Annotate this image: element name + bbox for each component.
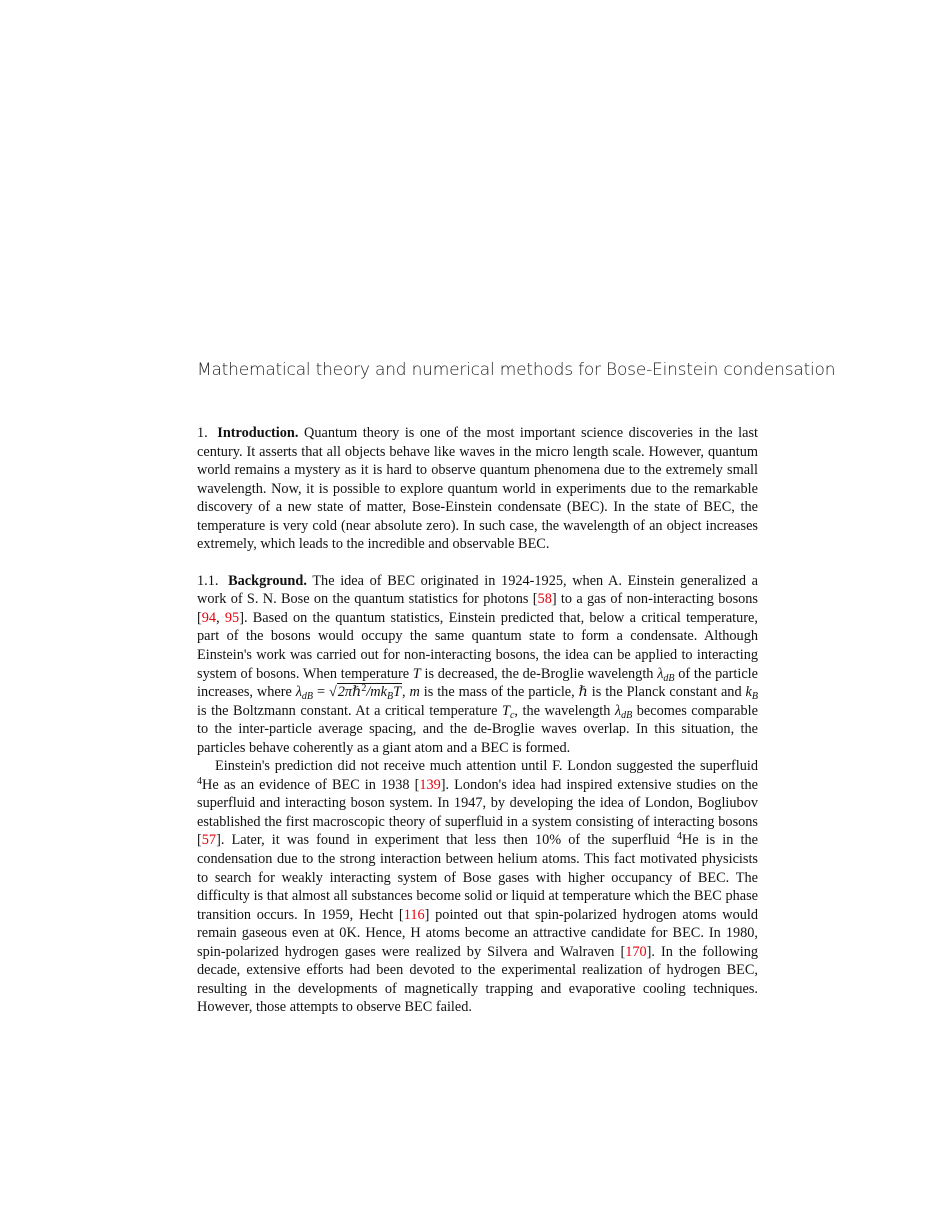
text-run: is the mass of the particle,: [419, 684, 579, 701]
math-run: T: [393, 684, 402, 701]
text-run: as an evidence of BEC in 1938 [: [218, 776, 420, 793]
math-run: /mk: [366, 684, 387, 701]
citation-link[interactable]: 139: [419, 776, 441, 793]
intro-text: Quantum theory is one of the most important science discoveries in the last century. It asserts that all objects behave like waves in the micro length scale. However, quantum world remains a mystery as it is hard to observe quantum phenomena due to the extremely small wavelength. Now, it is possible to explore quantum world in experiments due to the remarkable discovery of a new state of matter, Bose-Einstein condensate (BEC). In the state of BEC, the temperature is very cold (near absolute zero). In such case, the wavelength of an object increases extremely, which leads to the incredible and observable BEC.: [197, 425, 758, 553]
citation-link[interactable]: 170: [625, 943, 647, 960]
sqrt-symbol: √: [328, 684, 337, 701]
math-subscript-dB: dB: [663, 672, 675, 684]
text-run: ] to a gas of non-interacting bosons [: [197, 591, 758, 626]
background-paragraph-1: [197, 572, 758, 757]
citation-link[interactable]: 94: [201, 609, 217, 626]
element-symbol: He: [202, 776, 219, 793]
math-superscript: 2: [361, 683, 367, 695]
text-run: ,: [402, 684, 410, 701]
isotope-superscript: 4: [197, 775, 202, 787]
text-run: ] pointed out that spin-polarized hydrogen atoms would remain gaseous even at 0K. Hence, H atoms become an attractive candidate for BEC. In 1980, spin-polarized hydrogen gases were realized by Silvera and Walraven [: [197, 906, 758, 960]
element-symbol: He: [681, 832, 699, 849]
math-k: k: [745, 684, 752, 701]
math-subscript-dB: dB: [621, 709, 633, 721]
text-run: Einstein's prediction did not receive much attention until F. London suggested the superfluid: [215, 758, 758, 775]
background-paragraph-2: [197, 757, 758, 1017]
text-run: The idea of BEC originated in 1924-1925, when A. Einstein generalized a work of S. N. Bose on the quantum statistics for photons [: [197, 572, 758, 608]
subsection-number: 1.1.: [197, 572, 219, 589]
text-run: is the Boltzmann constant. At a critical temperature: [197, 702, 502, 719]
math-equals: =: [313, 684, 329, 701]
text-run: is in the condensation due to the strong interaction between helium atoms. This fact motivated physicists to search for weakly interacting system of Bose gases with higher occupancy of BEC. The difficulty is that almost all substances become solid or liquid at temperature which the BEC phase transition occurs. In 1959, Hecht [: [197, 832, 758, 923]
math-lambda: λ: [295, 684, 302, 701]
text-run: , the wavelength: [514, 702, 615, 719]
citation-link[interactable]: 95: [224, 609, 240, 626]
citation-link[interactable]: 58: [537, 591, 552, 608]
text-run: is the Planck constant and: [587, 684, 746, 701]
text-run: ]. London's idea had inspired extensive studies on the superfluid and interacting boson system. In 1947, by developing the idea of London, Bogliubov established the first macroscopic theory of superfluid in a system consisting of interacting bosons [: [197, 776, 758, 849]
sqrt-expression: [328, 683, 402, 703]
text-run: is decreased, the de-Broglie wavelength: [420, 665, 658, 682]
math-run: 2πℏ: [337, 684, 362, 701]
math-m: m: [409, 684, 420, 701]
citation-link[interactable]: 116: [403, 906, 425, 923]
text-run: ,: [216, 609, 225, 626]
citation-link[interactable]: 57: [201, 832, 217, 849]
math-hbar: ℏ: [578, 684, 588, 701]
section-number: 1.: [197, 425, 208, 441]
math-T: T: [501, 702, 510, 719]
page: [197, 360, 836, 1017]
section-heading: Introduction.: [217, 425, 299, 441]
math-subscript: B: [751, 691, 758, 703]
math-lambda: λ: [614, 702, 622, 719]
sqrt-radicand: [337, 683, 402, 703]
text-run: ]. Based on the quantum statistics, Einstein predicted that, below a critical temperature, part of the bosons would occupy the same quantum state to form a condensate. Although Einstein's work was carried out for non-interacting bosons, the idea can be applied to interacting system of bosons. When temperature: [197, 609, 758, 682]
math-subscript-dB: dB: [301, 691, 314, 703]
math-subscript: B: [386, 691, 394, 703]
intro-paragraph: [197, 424, 758, 554]
math-T: T: [412, 665, 421, 682]
text-run: ]. In the following decade, extensive efforts had been devoted to the experimental realization of hydrogen BEC, resulting in the developments of magnetically trapping and evaporative cooling techniques. However, those attempts to observe BEC failed.: [197, 943, 759, 1016]
math-lambda: λ: [657, 665, 664, 682]
text-run: becomes comparable to the inter-particle average spacing, and the de-Broglie waves overlap. In this situation, the particles behave coherently as a giant atom and a BEC is formed.: [197, 702, 758, 756]
running-title: Mathematical theory and numerical methods for Bose-Einstein condensation: [197, 360, 836, 380]
isotope-superscript: 4: [676, 831, 682, 843]
text-run: of the particle increases, where: [197, 665, 758, 701]
math-subscript: c: [509, 709, 515, 721]
subsection-heading: Background.: [228, 572, 307, 589]
text-run: ]. Later, it was found in experiment that less then 10% of the superfluid: [216, 832, 677, 849]
